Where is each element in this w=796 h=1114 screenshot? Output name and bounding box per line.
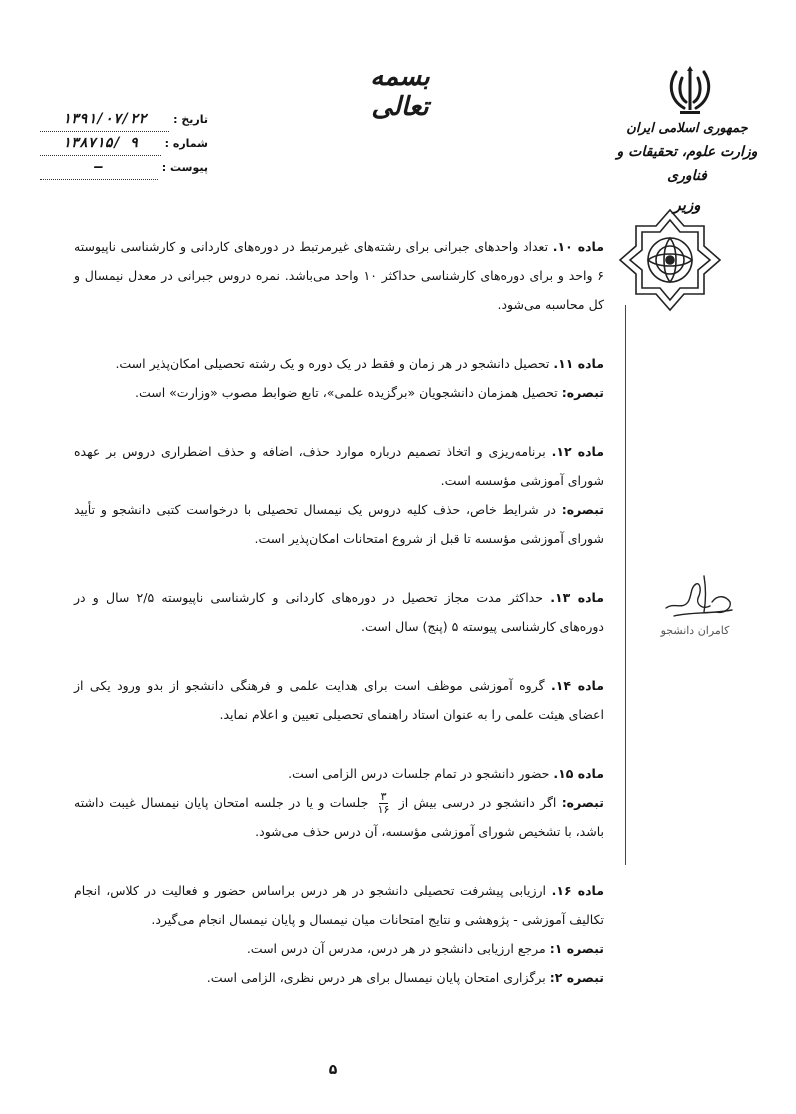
- signer-name: کامران دانشجو: [660, 624, 730, 637]
- attachment-label: پیوست :: [161, 161, 208, 174]
- article-10-text: تعداد واحدهای جبرانی برای رشته‌های غیرمرتبط در دوره‌های کاردانی و کارشناسی ناپیوسته ۶ واحد و برای دوره‌های کارشناسی حداکثر ۱۰ واحد می‌باشد. نمره دروس جبرانی در معدل نیمسال و کل محاسبه می‌شود.: [74, 239, 604, 312]
- article-14-label: ماده ۱۴.: [550, 678, 604, 693]
- article-15-note-before: اگر دانشجو در درسی بیش از: [398, 795, 557, 810]
- attachment-value: —: [40, 156, 158, 180]
- article-15: [74, 759, 604, 788]
- article-16-note-2-text: برگزاری امتحان پایان نیمسال برای هر درس نظری، الزامی است.: [206, 970, 546, 985]
- number-label: شماره :: [164, 137, 208, 150]
- date-value: ۱۳۹۱/۰۷/۲۲: [40, 108, 169, 132]
- ministry-name: وزارت علوم، تحقیقات و فناوری: [616, 144, 758, 184]
- article-11-label: ماده ۱۱.: [553, 356, 604, 371]
- fraction-numerator: ۳: [380, 790, 387, 803]
- document-body: [74, 232, 604, 992]
- basmala-heading: بسمه تعالی: [370, 62, 430, 122]
- republic-name: جمهوری اسلامی ایران: [626, 121, 748, 136]
- article-16-label: ماده ۱۶.: [551, 883, 604, 898]
- article-16-note-1-text: مرجع ارزیابی دانشجو در هر درس، مدرس آن درس است.: [246, 941, 546, 956]
- fraction-denominator: ۱۶: [377, 803, 390, 816]
- article-12-note-label: تبصره:: [561, 502, 604, 517]
- article-13-label: ماده ۱۳.: [550, 590, 604, 605]
- article-15-note-after: جلسات و یا در جلسه امتحان پایان نیمسال غیبت داشته باشد، با تشخیص شورای آموزشی مؤسسه، آن درس حذف می‌شود.: [74, 795, 604, 839]
- margin-rule: [625, 305, 626, 865]
- article-12: [74, 437, 604, 495]
- signature-icon: [660, 572, 738, 622]
- article-16-note-1-label: تبصره ۱:: [549, 941, 604, 956]
- article-11-note-label: تبصره:: [561, 385, 604, 400]
- attachment-row: [40, 156, 208, 180]
- article-10: [74, 232, 604, 319]
- ornament-icon: [618, 208, 722, 312]
- article-12-note: [74, 495, 604, 553]
- article-14-text: گروه آموزشی موظف است برای هدایت علمی و فرهنگی دانشجو از بدو ورود یکی از اعضای هیئت علمی را به عنوان استاد راهنمای تحصیلی تعیین و اعلام نماید.: [74, 678, 604, 722]
- article-11-text: تحصیل دانشجو در هر زمان و فقط در یک دوره و یک رشته تحصیلی امکان‌پذیر است.: [115, 356, 550, 371]
- date-label: تاریخ :: [173, 113, 208, 126]
- page-number: ۵: [328, 1062, 338, 1078]
- article-15-note-label: تبصره:: [561, 795, 604, 810]
- article-13-text: حداکثر مدت مجاز تحصیل در دوره‌های کاردانی و کارشناسی ناپیوسته ۲/۵ سال و در دوره‌های کارشناسی پیوسته ۵ (پنج) سال است.: [74, 590, 604, 634]
- article-12-label: ماده ۱۲.: [551, 444, 604, 459]
- article-16-note-2-label: تبصره ۲:: [549, 970, 604, 985]
- article-10-label: ماده ۱۰.: [552, 239, 604, 254]
- article-15-label: ماده ۱۵.: [553, 766, 604, 781]
- article-12-text: برنامه‌ریزی و اتخاذ تصمیم درباره موارد حذف، اضافه و حذف اضطراری دروس بر عهده شورای آموزشی مؤسسه است.: [74, 444, 604, 488]
- number-row: [40, 132, 208, 156]
- article-15-text: حضور دانشجو در تمام جلسات درس الزامی است.: [288, 766, 550, 781]
- number-value: ۱۳۸۷۱۵/ ۹: [40, 132, 161, 156]
- article-16: [74, 876, 604, 934]
- article-16-text: ارزیابی پیشرفت تحصیلی دانشجو در هر درس براساس حضور و فعالیت در کلاس، انجام تکالیف آموزشی - پژوهشی و نتایج امتحانات میان نیمسال و پایان نیمسال انجام می‌گیرد.: [74, 883, 604, 927]
- article-16-note-2: [74, 963, 604, 992]
- article-11: [74, 349, 604, 378]
- date-row: [40, 108, 208, 132]
- article-15-note: [74, 788, 604, 846]
- letter-meta: [40, 108, 208, 180]
- article-13: [74, 583, 604, 641]
- absence-fraction: [378, 791, 390, 816]
- article-12-note-text: در شرایط خاص، حذف کلیه دروس یک نیمسال تحصیلی با درخواست کتبی دانشجو و تأیید شورای آموزشی مؤسسه تا قبل از شروع امتحانات امکان‌پذیر است.: [74, 502, 604, 546]
- article-16-note-1: [74, 934, 604, 963]
- national-emblem-icon: [662, 62, 718, 118]
- minister-title: وزیر: [673, 196, 701, 214]
- article-14: [74, 671, 604, 729]
- article-11-note-text: تحصیل همزمان دانشجویان «برگزیده علمی»، تابع ضوابط مصوب «وزارت» است.: [134, 385, 558, 400]
- ministry-block: [612, 118, 762, 218]
- article-11-note: [74, 378, 604, 407]
